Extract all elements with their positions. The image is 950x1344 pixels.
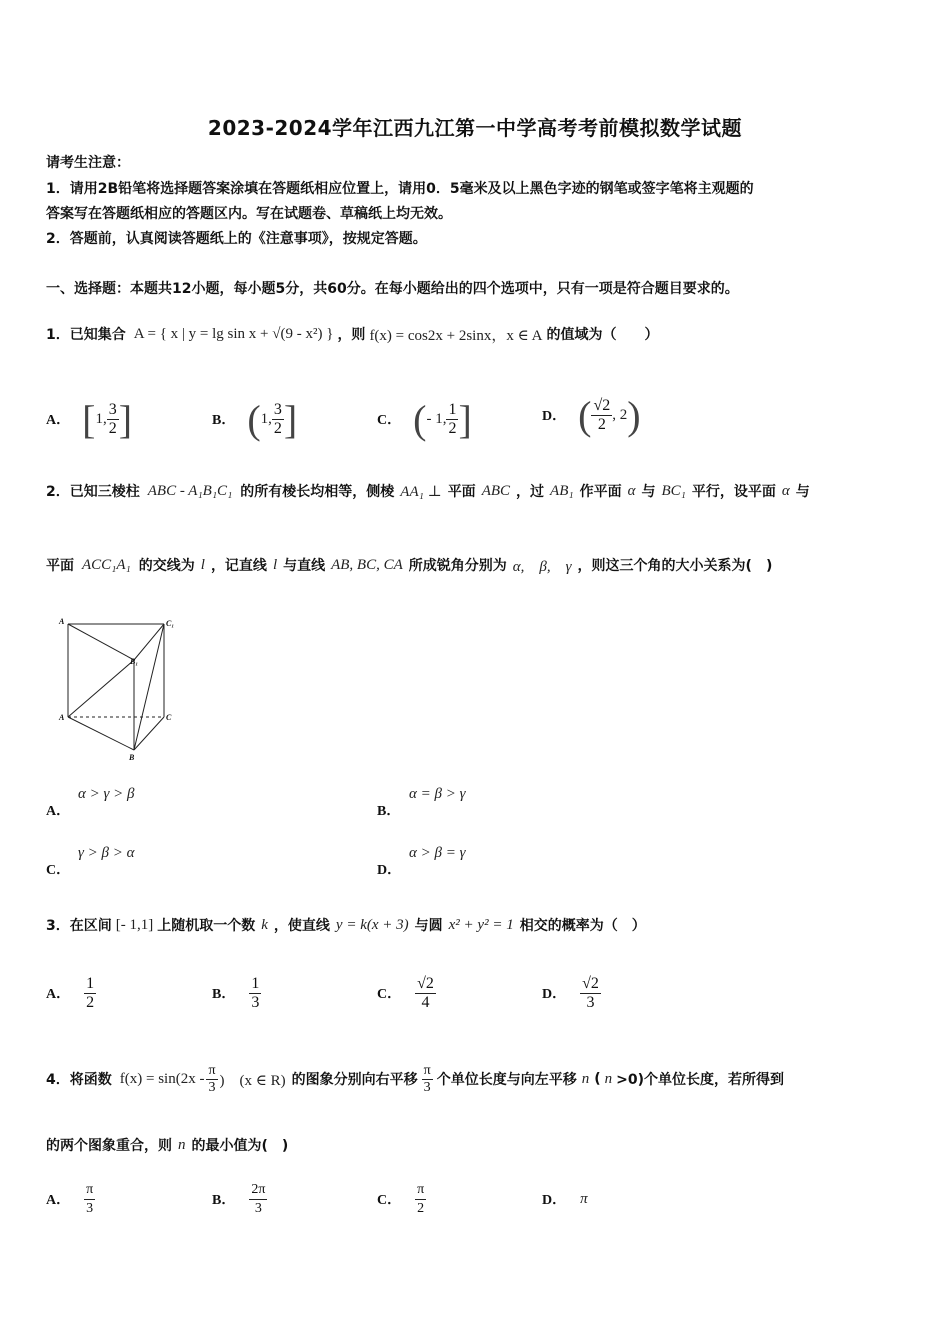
q3-option-d[interactable] — [542, 968, 601, 1018]
q2-text: 平面 — [447, 484, 476, 500]
q1-set-expression: A = { x | y = lg sin x + √(9 - x²) } — [133, 325, 334, 342]
question-4-line-2 — [46, 1132, 288, 1158]
option-label: A． — [46, 1193, 71, 1208]
q2-math: α — [627, 482, 636, 499]
fraction — [249, 1181, 267, 1218]
label-c: C — [166, 713, 172, 722]
option-label: B． — [212, 987, 236, 1002]
numerator: √2 — [582, 974, 599, 992]
q2-math: ABC - A₁B₁C₁ — [147, 482, 233, 499]
fraction — [84, 975, 96, 1012]
q1-prefix: 1．已知集合 — [46, 327, 126, 343]
q4-option-a[interactable] — [46, 1174, 95, 1224]
q3-math: x² + y² = 1 — [448, 916, 514, 933]
q1-mid: ，则 — [337, 327, 366, 343]
q2-math: AB₁ — [550, 482, 574, 499]
q1-option-b[interactable] — [212, 392, 297, 446]
denominator: 2 — [597, 415, 606, 433]
q2-text: ，过 — [516, 484, 545, 500]
option-label: A． — [46, 987, 71, 1002]
notice-heading: 请考生注意： — [46, 155, 130, 171]
q2-text: 与 — [641, 484, 656, 500]
q2-math: α, β, γ — [512, 558, 572, 575]
q2-math: ABC — [481, 482, 511, 499]
option-term: 1, — [95, 410, 107, 427]
edge-ab — [68, 717, 134, 750]
q4-text: 4．将函数 — [46, 1072, 112, 1088]
numerator: 3 — [108, 400, 117, 418]
q4-math: n — [178, 1136, 186, 1153]
q1-option-c[interactable] — [377, 392, 472, 446]
bracket: ( — [247, 396, 261, 442]
option-term: , 2 — [612, 406, 628, 423]
denominator: 4 — [421, 993, 430, 1011]
question-4 — [46, 1054, 784, 1104]
q3-text: 相交的概率为（ ） — [519, 918, 646, 934]
q1-suffix: 的值域为（ ） — [546, 327, 659, 343]
q4-text: 的两个图象重合，则 — [46, 1138, 172, 1154]
denominator: 3 — [251, 993, 260, 1011]
denominator: 2 — [417, 1200, 425, 1216]
q4-text: 的图象分别向右平移 — [291, 1072, 418, 1088]
numerator: 3 — [273, 400, 282, 418]
numerator: 2π — [249, 1181, 267, 1200]
notice-line-3: 2．答题前，认真阅读答题纸上的《注意事项》，按规定答题。 — [46, 231, 427, 247]
q2-text: 的所有棱长均相等，侧棱 — [240, 484, 395, 500]
q3-option-a[interactable] — [46, 968, 96, 1018]
q2-math: l — [272, 556, 278, 573]
q2-text: 平行，设平面 — [691, 484, 776, 500]
q4-text: >0)个单位长度，若所得到 — [616, 1072, 784, 1088]
q3-option-c[interactable] — [377, 968, 436, 1018]
option-label: D． — [377, 863, 402, 878]
q2-math: α — [781, 482, 790, 499]
question-2 — [46, 478, 810, 504]
q3-text: 上随机取一个数 — [157, 918, 256, 934]
q2-text: 与 — [795, 484, 810, 500]
q2-math: ACC₁A₁ — [82, 556, 131, 573]
label-a1: A — [59, 617, 65, 626]
denominator: 3 — [86, 1200, 94, 1216]
q2-text: ，记直线 — [210, 558, 267, 574]
fraction — [591, 397, 612, 434]
fraction — [580, 975, 601, 1012]
option-label: C． — [377, 987, 402, 1002]
q3-option-b[interactable] — [212, 968, 261, 1018]
fraction — [249, 975, 261, 1012]
page-title: 2023-2024学年江西九江第一中学高考考前模拟数学试题 — [207, 116, 743, 140]
diagonal-bc1 — [134, 624, 164, 750]
option-label: C． — [46, 863, 71, 878]
numerator: 1 — [448, 400, 457, 418]
bracket: ( — [413, 396, 427, 442]
q2-text: 2．已知三棱柱 — [46, 484, 140, 500]
denominator: 3 — [586, 993, 595, 1011]
fraction — [422, 1063, 433, 1096]
q2-text: 与直线 — [283, 558, 326, 574]
denominator: 3 — [208, 1079, 216, 1095]
q4-text: 的最小值为( ) — [191, 1138, 289, 1154]
denominator: 3 — [423, 1079, 431, 1095]
q4-option-d[interactable] — [542, 1174, 588, 1224]
q3-math: [- 1,1] — [115, 916, 154, 933]
fraction — [107, 401, 119, 438]
question-2-line-2 — [46, 552, 772, 578]
option-term: - 1, — [426, 410, 447, 427]
option-label: B． — [377, 804, 401, 819]
q2-math: BC₁ — [661, 482, 686, 499]
q4-math: n — [604, 1070, 613, 1087]
numerator: π — [415, 1181, 426, 1200]
bracket: ) — [627, 392, 641, 438]
option-expression: γ > β > α — [78, 845, 135, 861]
q2-text: 所成锐角分别为 — [408, 558, 507, 574]
q4-math: n — [581, 1070, 590, 1087]
q2-text: ，则这三个角的大小关系为( ) — [577, 558, 773, 574]
prism-figure — [56, 612, 186, 764]
numerator: π — [208, 1062, 216, 1078]
option-expression: α > β = γ — [409, 845, 466, 861]
option-label: A． — [46, 804, 71, 819]
numerator: 1 — [86, 974, 95, 992]
q2-math: l — [200, 556, 205, 573]
q2-text: 平面 — [46, 558, 74, 574]
option-label: D． — [542, 409, 567, 424]
bracket: ( — [578, 392, 592, 438]
q1-function: f(x) = cos2x + 2sinx，x ∈ A — [369, 327, 543, 344]
option-expression: α = β > γ — [409, 786, 466, 802]
bracket: ] — [283, 396, 298, 442]
q2-text: 作平面 — [579, 484, 622, 500]
notice-line-2: 答案写在答题纸相应的答题区内。写在试题卷、草稿纸上均无效。 — [46, 206, 452, 222]
bracket: [ — [82, 396, 96, 442]
q1-option-a[interactable] — [46, 392, 132, 446]
diagonal-ab1 — [68, 660, 134, 717]
option-label: A． — [46, 413, 71, 428]
option-expression: π — [580, 1190, 588, 1207]
label-c1: C₁ — [166, 619, 175, 628]
q3-math: k — [261, 916, 268, 933]
q4-option-b[interactable] — [212, 1174, 267, 1224]
option-label: D． — [542, 1193, 567, 1208]
question-3 — [46, 912, 646, 938]
bracket: ] — [118, 396, 133, 442]
label-b1: B₁ — [130, 657, 139, 666]
option-expression: α > γ > β — [78, 786, 135, 802]
option-label: C． — [377, 1193, 402, 1208]
label-a: A — [59, 713, 65, 722]
denominator: 2 — [108, 419, 117, 437]
fraction — [272, 401, 284, 438]
q3-math: y = k(x + 3) — [335, 916, 409, 933]
q4-math: f(x) = sin(2x - — [119, 1070, 205, 1087]
option-label: B． — [212, 413, 236, 428]
fraction — [84, 1181, 95, 1218]
numerator: √2 — [417, 974, 434, 992]
edge-a1b1 — [68, 624, 134, 660]
q2-math: AB, BC, CA — [331, 556, 403, 573]
option-label: B． — [212, 1193, 236, 1208]
q1-option-d[interactable] — [542, 385, 641, 445]
fraction — [446, 401, 458, 438]
q2-math: AA₁ ⊥ — [400, 483, 442, 500]
edge-bc — [134, 717, 164, 750]
numerator: 1 — [251, 974, 260, 992]
numerator: √2 — [593, 396, 611, 414]
numerator: π — [84, 1181, 95, 1200]
q3-text: ，使直线 — [273, 918, 330, 934]
fraction — [415, 975, 436, 1012]
q4-text: ( — [594, 1071, 601, 1087]
fraction — [206, 1063, 217, 1096]
q4-option-c[interactable] — [377, 1174, 426, 1224]
denominator: 2 — [448, 419, 457, 437]
section-heading: 一、选择题：本题共12小题，每小题5分，共60分。在每小题给出的四个选项中，只有一项是符合题目要求的。 — [46, 281, 739, 297]
q4-math: ) (x ∈ R) — [219, 1072, 286, 1089]
q3-text: 3．在区间 — [46, 918, 112, 934]
denominator: 2 — [86, 993, 95, 1011]
question-1 — [46, 312, 658, 356]
denominator: 3 — [254, 1200, 262, 1216]
option-label: C． — [377, 413, 402, 428]
fraction — [415, 1181, 426, 1218]
label-b: B — [129, 753, 135, 762]
q4-text: 个单位长度与向左平移 — [436, 1072, 577, 1088]
denominator: 2 — [273, 419, 282, 437]
numerator: π — [423, 1062, 431, 1078]
option-label: D． — [542, 987, 567, 1002]
q3-text: 与圆 — [414, 918, 443, 934]
bracket: ] — [458, 396, 472, 442]
q2-text: 的交线为 — [138, 558, 195, 574]
notice-line-1: 1．请用2B铅笔将选择题答案涂填在答题纸相应位置上，请用0．5毫米及以上黑色字迹的钢笔或签字笔将主观题的 — [46, 181, 754, 197]
option-term: 1, — [260, 410, 272, 427]
